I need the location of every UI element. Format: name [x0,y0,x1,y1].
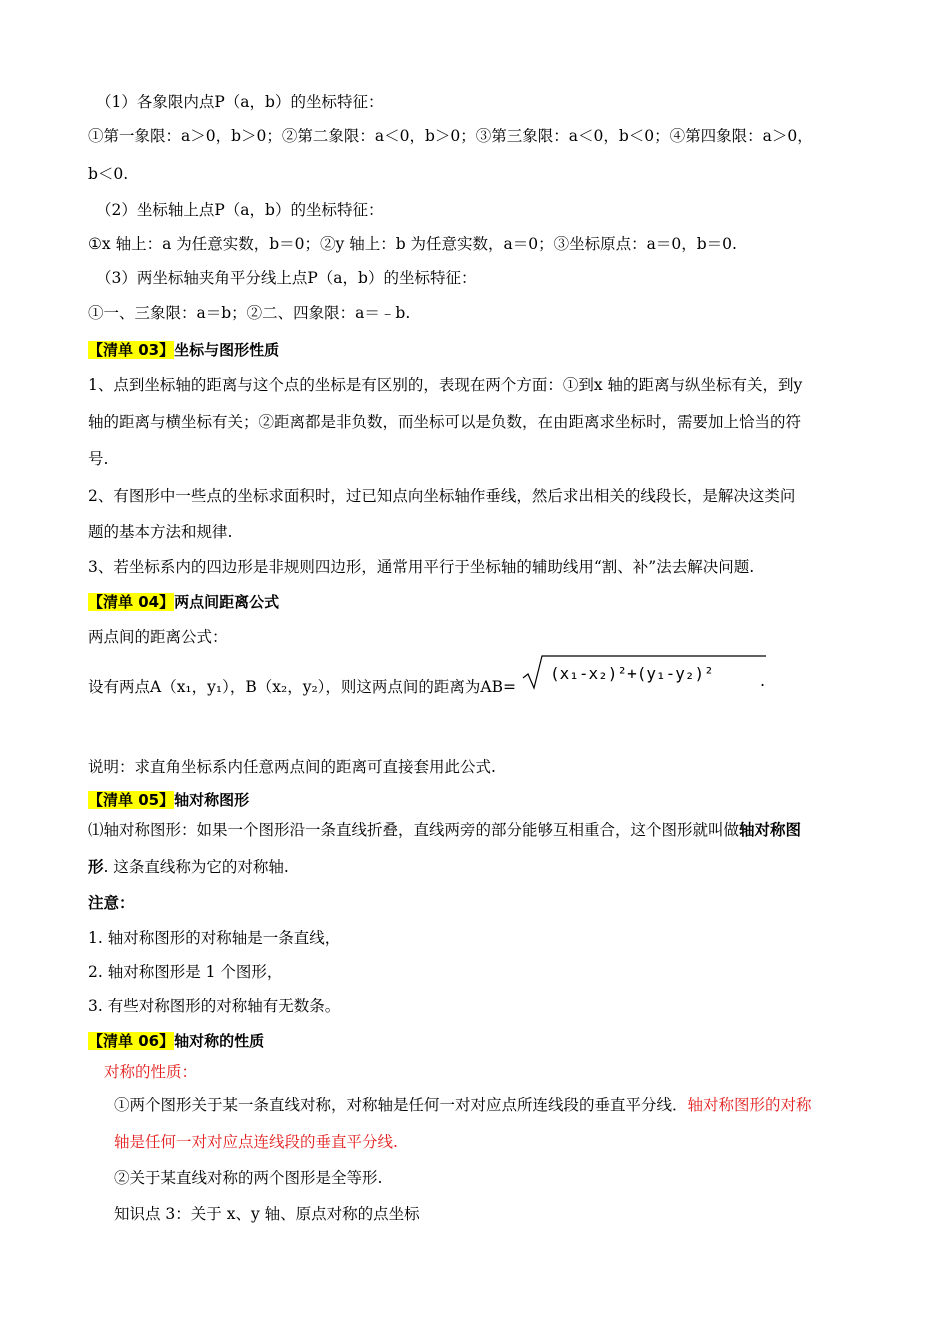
section-06-tag: 【清单 06】 [88,1032,175,1050]
sec03-line-1: 1、点到坐标轴的距离与这个点的坐标是有区别的，表现在两个方面：①到x 轴的距离与纵坐标有关，到y [88,376,803,394]
sec03-line-5: 题的基本方法和规律. [88,523,233,541]
section-05-heading [88,790,249,810]
section-06-heading [88,1031,264,1051]
definition-text-end: . 这条直线称为它的对称轴. [103,858,289,876]
distance-formula-image [520,652,770,692]
section-05-tag: 【清单 05】 [88,791,175,809]
note-item-1: 1. 轴对称图形的对称轴是一条直线， [88,929,341,947]
property-1-highlight: 轴对称图形的对称 [687,1096,812,1114]
distance-formula-label: 两点间的距离公式： [88,628,228,646]
axis-rules: ①x 轴上：a 为任意实数，b＝0；②y 轴上：b 为任意实数，a＝0；③坐标原点：a＝0，b＝0. [88,235,737,253]
section-05-title: 轴对称图形 [174,791,250,809]
section-03-tag: 【清单 03】 [88,341,175,359]
symmetry-property-2: ②关于某直线对称的两个图形是全等形. [114,1169,383,1187]
distance-formula-text: 设有两点A（x₁，y₁），B（x₂，y₂），则这两点间的距离为AB= [88,678,517,696]
definition-term: 轴对称图 [739,821,802,839]
note-item-3: 3. 有些对称图形的对称轴有无数条。 [88,997,341,1015]
symmetry-property-1 [114,1095,812,1115]
note-heading: 注意： [88,894,135,912]
axis-heading: （2）坐标轴上点P（a，b）的坐标特征： [96,201,384,219]
bisector-rules: ①一、三象限：a＝b；②二、四象限：a＝﹣b. [88,304,411,322]
distance-note: 说明：求直角坐标系内任意两点间的距离可直接套用此公式. [88,758,496,776]
definition-term-end: 形 [88,858,104,876]
formula-radicand: (x₁-x₂)²+(y₁-y₂)² [550,664,714,683]
sec03-line-2: 轴的距离与横坐标有关；②距离都是非负数，而坐标可以是负数，在由距离求坐标时，需要加上恰当的符 [88,413,802,431]
definition-text: ⑴轴对称图形：如果一个图形沿一条直线折叠，直线两旁的部分能够互相重合，这个图形就叫做 [88,821,740,839]
section-04-heading [88,592,279,612]
sec03-line-4: 2、有图形中一些点的坐标求面积时，过已知点向坐标轴作垂线，然后求出相关的线段长，是解决这类问 [88,487,796,505]
section-03-title: 坐标与图形性质 [174,341,280,359]
knowledge-point-3: 知识点 3：关于 x、y 轴、原点对称的点坐标 [114,1205,420,1223]
quadrant-heading: （1）各象限内点P（a，b）的坐标特征： [96,93,384,111]
section-06-title: 轴对称的性质 [174,1032,265,1050]
symmetry-properties-title: 对称的性质： [104,1063,198,1081]
quadrant-rules: ①第一象限：a＞0，b＞0；②第二象限：a＜0，b＞0；③第三象限：a＜0，b＜0；④第四象限：a＞0， [88,127,813,145]
section-04-title: 两点间距离公式 [174,593,280,611]
property-1-text: ①两个图形关于某一条直线对称，对称轴是任何一对对应点所连线段的垂直平分线． [114,1096,688,1114]
bisector-heading: （3）两坐标轴夹角平分线上点P（a，b）的坐标特征： [96,269,477,287]
formula-period: . [760,671,766,690]
symmetry-property-1-cont: 轴是任何一对对应点连线段的垂直平分线. [114,1133,398,1151]
sec03-line-3: 号. [88,450,109,468]
axis-symmetric-definition-cont [88,857,289,877]
sec03-line-6: 3、若坐标系内的四边形是非规则四边形，通常用平行于坐标轴的辅助线用“割、补”法去解决问题. [88,558,755,576]
section-03-heading [88,340,279,360]
axis-symmetric-definition [88,820,801,840]
quadrant-rules-cont: b＜0. [88,165,129,183]
note-item-2: 2. 轴对称图形是 1 个图形， [88,963,283,981]
section-04-tag: 【清单 04】 [88,593,175,611]
